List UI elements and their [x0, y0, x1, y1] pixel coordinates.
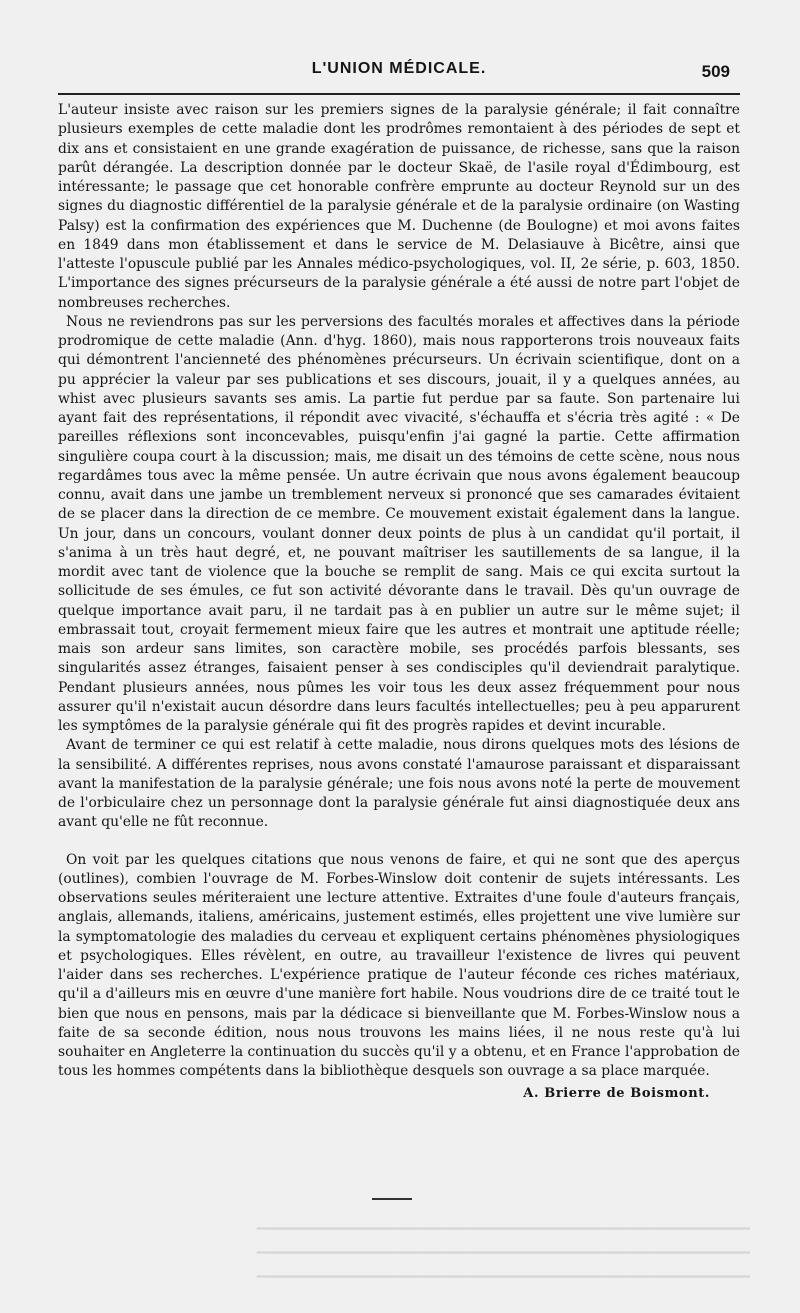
paragraph-3: Avant de terminer ce qui est relatif à cette maladie, nous dirons quelques mots des lésions de la sensibilité. A différentes reprises, nous avons constaté l'amaurose paraissant et disparaissant avant la manifestation de la paralysie générale; une fois nous avons noté la perte de mouvement de l'orbiculaire chez un personnage dont la paralysie générale fut ainsi diagnostiquée deux ans avant qu'elle ne fût reconnue.: [58, 737, 740, 831]
bleed-through-line: ━━━━━━━━━━━━━━━━━━━━━━━━━━━━━━━━━━━━━━━━━━━━━━━━━━━━━━━━━━━━━━━: [256, 1270, 750, 1285]
paragraph-2: Nous ne reviendrons pas sur les perversions des facultés morales et affectives dans la période prodromique de cette maladie (Ann. d'hyg. 1860), mais nous rapporterons trois nouveaux faits qui démontrent l'ancienneté des phénomènes précurseurs. Un écrivain scientifique, dont on a pu apprécier la valeur par ses publications et ses discours, jouait, il y a quelques années, au whist avec plusieurs savants ses amis. La partie fut perdue par sa faute. Son partenaire lui ayant fait des représentations, il répondit avec vivacité, s'échauffa et s'écria très agité : « De pareilles réflexions sont inconcevables, puisqu'enfin j'ai gagné la partie. Cette affirmation singulière coupa court à la discussion; mais, me disait un des témoins de cette scène, nous nous regardâmes tous avec la même pensée. Un autre écrivain que nous avons également beaucoup connu, avait dans une jambe un tremblement nerveux si prononcé que ses camarades évitaient de se placer dans la direction de ce membre. Ce mouvement existait également dans la langue. Un jour, dans un concours, voulant donner deux points de plus à un candidat qu'il portait, il s'anima à un très haut degré, et, ne pouvant maîtriser les sautillements de sa langue, il la mordit avec tant de violence que la bouche se remplit de sang. Mais ce qui excita surtout la sollicitude de ses émules, ce fut son activité dévorante dans le travail. Dès qu'un ouvrage de quelque importance avait paru, il ne tardait pas à en publier un autre sur le même sujet; il embrassait tout, croyait fermement mieux faire que les autres et montrait une aptitude réelle; mais son ardeur sans limites, son caractère mobile, ses procédés parfois blessants, ses singularités assez étranges, faisaient penser à ses condisciples qu'il deviendrait paralytique. Pendant plusieurs années, nous pûmes les voir tous les deux assez fréquemment pour nous assurer qu'il n'existait aucun désordre dans leurs facultés intellectuelles; peu à peu apparurent les symptômes de la paralysie générale qui fit des progrès rapides et devint incurable.: [58, 313, 740, 734]
bleed-through-line: ━━━━━━━━━━━━━━━━━━━━━━━━━━━━━━━━━━━━━━━━━━━━━━━━━━━━━━━━━━━━━━━: [256, 1222, 750, 1237]
page-number: 509: [701, 62, 730, 81]
bleed-through-line: ━━━━━━━━━━━━━━━━━━━━━━━━━━━━━━━━━━━━━━━━━━━━━━━━━━━━━━━━━━━━━━━: [256, 1246, 750, 1261]
page-header: [58, 58, 740, 88]
paragraph-1: L'auteur insiste avec raison sur les premiers signes de la paralysie générale; il fait connaître plusieurs exemples de cette maladie dont les prodrômes remontaient à des périodes de sept et dix ans et consistaient en une grande exagération de puissance, de richesse, sans que la raison parût dérangée. La description donnée par le docteur Skaë, de l'asile royal d'Édimbourg, est intéressante; le passage que cet honorable confrère emprunte au docteur Reynold sur un des signes du diagnostic différentiel de la paralysie générale et de la paralysie ordinaire (on Wasting Palsy) est la confirmation des expériences que M. Duchenne (de Boulogne) et moi avons faites en 1849 dans mon établissement et dans le service de M. Delasiauve à Bicêtre, ainsi que l'atteste l'opuscule publié par les Annales médico-psychologiques, vol. II, 2e série, p. 603, 1850. L'importance des signes précurseurs de la paralysie générale a été aussi de notre part l'objet de nombreuses recherches.: [58, 102, 740, 311]
header-rule: [58, 93, 740, 95]
closing-rule: [372, 1198, 412, 1200]
author-signature: A. Brierre de Boismont.: [523, 1085, 710, 1101]
running-title: L'UNION MÉDICALE.: [311, 60, 487, 77]
article-body: [58, 101, 740, 1103]
paragraph-4: On voit par les quelques citations que nous venons de faire, et qui ne sont que des aperçus (outlines), combien l'ouvrage de M. Forbes-Winslow doit contenir de sujets intéressants. Les observations seules mériteraient une lecture attentive. Extraites d'une foule d'auteurs français, anglais, allemands, italiens, américains, justement estimés, elles projettent une vive lumière sur la symptomatologie des maladies du cerveau et expliquent certains phénomènes physiologiques et psychologiques. Elles révèlent, en outre, au travailleur l'existence de livres qui peuvent l'aider dans ses recherches. L'expérience pratique de l'auteur féconde ces riches matériaux, qu'il a d'ailleurs mis en œuvre d'une manière fort habile. Nous voudrions dire de ce traité tout le bien que nous en pensons, mais par la dédicace si bienveillante que M. Forbes-Winslow nous a faite de sa seconde édition, nous nous trouvons les mains liées, il ne nous reste qu'à lui souhaiter en Angleterre la continuation du succès qu'il y a obtenu, et en France l'approbation de tous les hommes compétents dans la bibliothèque desquels son ouvrage a sa place marquée.: [58, 851, 740, 1080]
